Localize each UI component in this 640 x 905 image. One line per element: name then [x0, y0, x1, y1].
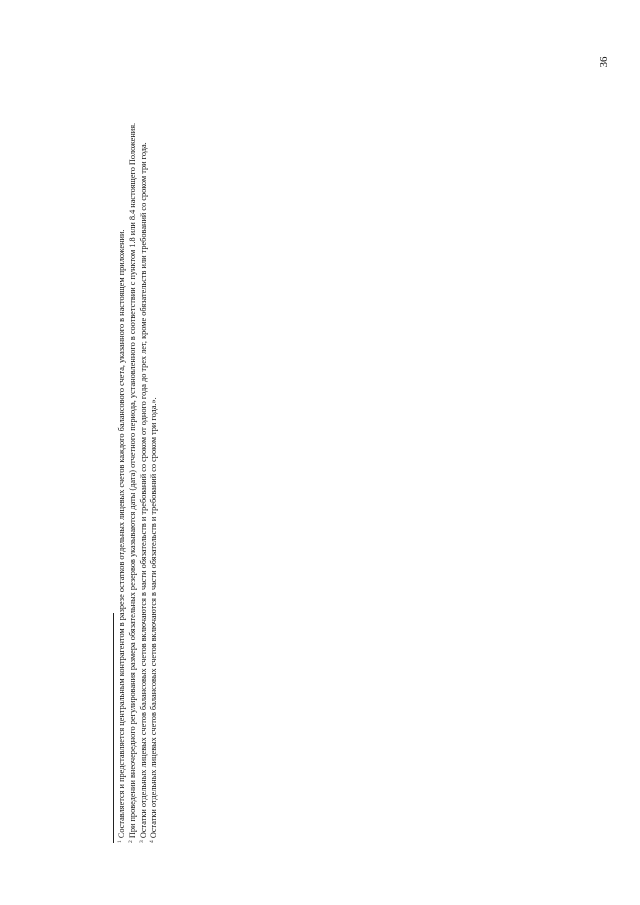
footnote-text: При проведении внеочередного регулирования размера обязательных резервов указываются даты (дата) отчетного периода, установленного в соответствии с пунктом 1.8 или 8.4 настоящего Положения. — [127, 122, 137, 839]
footnote-text: Остатки отдельных лицевых счетов балансовых счетов включаются в части обязательств и требований со сроком три года.». — [149, 397, 159, 839]
footnote-3 — [139, 75, 150, 843]
footnote-1 — [117, 75, 128, 843]
page-number: 36 — [598, 56, 610, 68]
rotated-page-content — [113, 73, 213, 843]
footnote-text: Составляется и представляется центральным контрагентом в разрезе остатков отдельных лицевых счетов каждого балансового счета, указанного в настоящем приложении. — [117, 229, 126, 839]
footnote-text: Остатки отдельных лицевых счетов балансовых счетов включаются в части обязательств и требований со сроком от одного года до трех лет, кроме обязательств или требований со сроком три года. — [138, 142, 148, 839]
footnote-mark: 3 — [138, 840, 145, 843]
footnote-mark: 4 — [149, 840, 156, 843]
footnote-mark: 2 — [127, 840, 134, 843]
footnote-separator — [113, 613, 114, 843]
footnote-2 — [128, 75, 139, 843]
footnote-4 — [149, 75, 160, 843]
footnote-mark: 1 — [117, 840, 123, 843]
footnotes-block — [117, 75, 160, 843]
